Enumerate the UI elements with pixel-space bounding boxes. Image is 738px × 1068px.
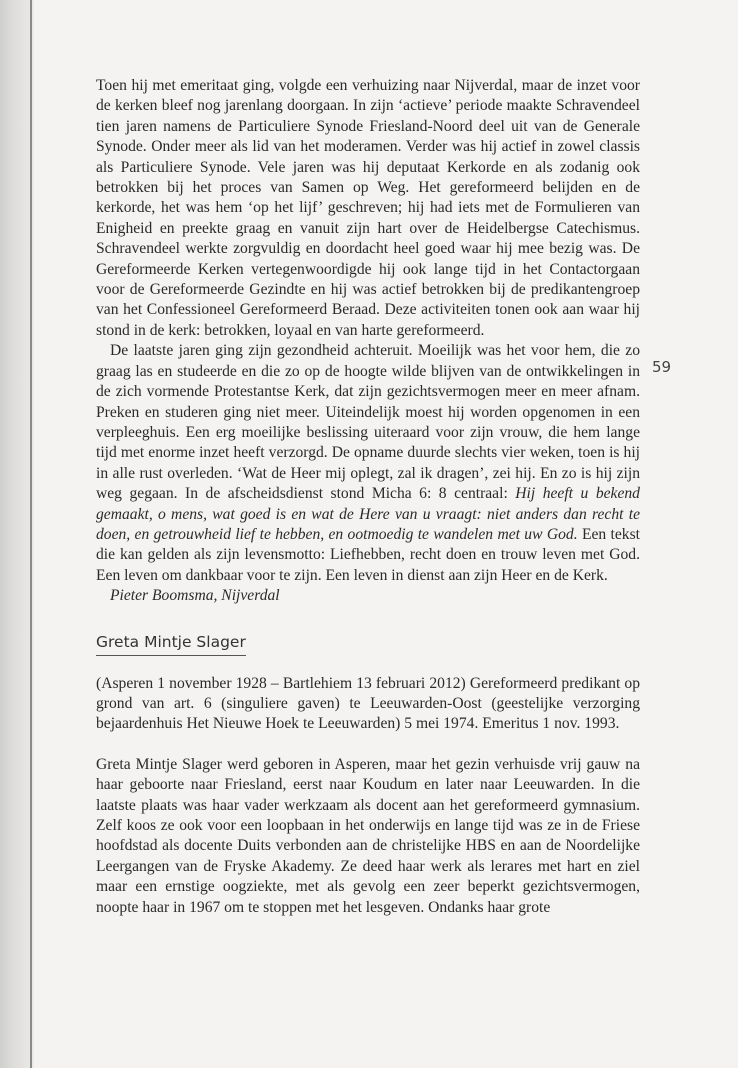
author-signature: Pieter Boomsma, Nijverdal — [110, 587, 280, 605]
memorial-1-paragraph-2 — [96, 341, 640, 586]
paragraph-2-text-a: De laatste jaren ging zijn gezondheid achteruit. Moeilijk was het voor hem, die zo graag las en studeerde en die zo op de hoogte wilde blijven van de ontwikkelingen in de zich vormende Protestantse Kerk, dat zijn gezichtsvermogen meer en meer afnam. Preken en studeren ging niet meer. Uiteindelijk moest hij worden opgenomen in een verpleeghuis. Een erg moeilijke beslissing uiteraard voor zijn vrouw, die hem lange tijd met enorme inzet heeft verzorgd. De opname duurde slechts vier weken, toen is hij in alle rust overleden. ‘Wat de Heer mij oplegt, zal ik dragen’, zei hij. En zo is hij zijn weg gegaan. In de afscheidsdienst stond Micha 6: 8 centraal: — [96, 342, 640, 503]
text-column — [96, 76, 640, 918]
page-number: 59 — [652, 358, 672, 376]
section-heading: Greta Mintje Slager — [96, 633, 246, 656]
micha-quote: Hij heeft u bekend gemaakt, o mens, wat goed is en wat de Here van u vraagt: niet anders dan recht te doen, en getrouwheid lief te hebben, en ootmoedig te wandelen met uw God. — [96, 485, 640, 543]
gutter-line — [30, 0, 32, 1068]
memorial-2-paragraph-1: Greta Mintje Slager werd geboren in Asperen, maar het gezin verhuisde vrij gauw na haar geboorte naar Friesland, eerst naar Koudum en later naar Leeuwarden. In die laatste plaats was haar vader werkzaam als docent aan het gereformeerd gymnasium. Zelf koos ze ook voor een loopbaan in het onderwijs en lange tijd was ze in de Friese hoofdstad als docente Duits verbonden aan de christelijke HBS en aan de Noordelijke Leergangen van de Fryske Akademy. Ze deed haar werk als lerares met hart en ziel maar een ernstige oogziekte, met als gevolg een zeer beperkt gezichtsvermogen, noopte haar in 1967 om te stoppen met het lesgeven. Ondanks haar grote — [96, 755, 640, 916]
memorial-1-paragraph-1: Toen hij met emeritaat ging, volgde een verhuizing naar Nijverdal, maar de inzet voor de kerken bleef nog jarenlang doorgaan. In zijn ‘actieve’ periode maakte Schravendeel tien jaren namens de Particuliere Synode Friesland-Noord deel uit van de Generale Synode. Onder meer als lid van het moderamen. Verder was hij actief in zowel classis als Particuliere Synode. Vele jaren was hij deputaat Kerkorde en als zodanig ook betrokken bij het proces van Samen op Weg. Het gereformeerd belijden en de kerkorde, het was hem ‘op het lijf’ geschreven; hij had iets met de Formulieren van Enigheid en preekte graag en vanuit zijn hart over de Heidelbergse Catechismus. Schravendeel werkte zorgvuldig en doordacht heel goed waar hij mee bezig was. De Gereformeerde Kerken vertegenwoordigde hij ook lange tijd in het Contactorgaan voor de Gereformeerde Gezindte en hij was actief betrokken bij de predikantengroep van het Confessioneel Gereformeerd Beraad. Deze activiteiten tonen ook aan waar hij stond in de kerk: betrokken, loyaal en van harte gereformeerd. — [96, 77, 640, 339]
biography-details: (Asperen 1 november 1928 – Bartlehiem 13 februari 2012) Gereformeerd predikant op grond van art. 6 (singuliere gaven) te Leeuwarden-Oost (geestelijke verzorging bejaardenhuis Het Nieuwe Hoek te Leeuwarden) 5 mei 1974. Emeritus 1 nov. 1993. — [96, 674, 640, 733]
book-spine — [0, 0, 34, 1068]
paragraph-2-text-b: Een tekst die kan gelden als zijn levensmotto: Liefhebben, recht doen en trouw leven met God. Een leven om dankbaar voor te zijn. Een leven in dienst aan zijn Heer en de Kerk. — [96, 525, 640, 584]
